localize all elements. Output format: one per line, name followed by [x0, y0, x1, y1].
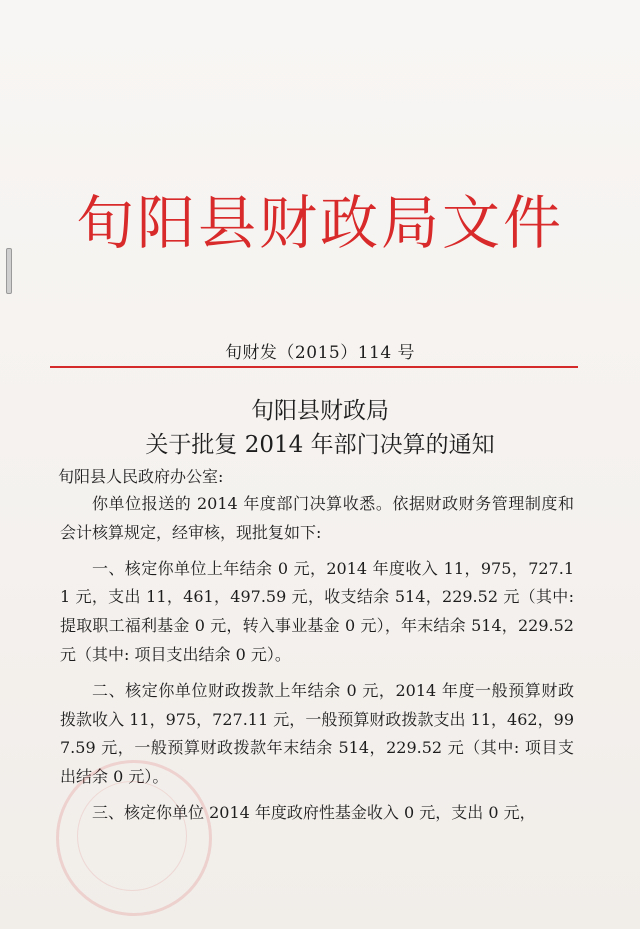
- body-paragraph-3: 三、核定你单位 2014 年度政府性基金收入 0 元，支出 0 元，: [92, 802, 536, 822]
- document-number: 旬财发（2015）114 号: [224, 343, 416, 363]
- notice-title-issuer: 旬阳县财政局: [251, 398, 389, 424]
- body-paragraph-intro: 你单位报送的 2014 年度部门决算收悉。依据财政财务管理制度和会计核算规定，经审核，现批复如下:: [60, 494, 574, 542]
- red-divider-line: [50, 366, 578, 368]
- faint-seal-inner-ring: [77, 781, 187, 891]
- body-paragraph-1: 一、核定你单位上年结余 0 元，2014 年度收入 11，975，727.11 元，支出 11，461，497.59 元，收支结余 514，229.52 元（其中: 提取职工福利基金 0 元，转入事业基金 0 元），年末结余 514，229.52 元（其中: 项目支出结余 0 元）。: [60, 558, 574, 664]
- notice-title-subject: 关于批复 2014 年部门决算的通知: [145, 432, 495, 458]
- body-paragraph-2: 二、核定你单位财政拨款上年结余 0 元，2014 年度一般预算财政拨款收入 11，975，727.11 元，一般预算财政拨款支出 11，462，997.59 元，一般预算财政拨款年末结余 514，229.52 元（其中: 项目支出结余 0 元）。: [60, 680, 574, 787]
- document-header-title: 旬阳县财政局文件: [75, 189, 564, 257]
- addressee: 旬阳县人民政府办公室:: [58, 467, 224, 486]
- faint-seal-stamp: [56, 760, 212, 916]
